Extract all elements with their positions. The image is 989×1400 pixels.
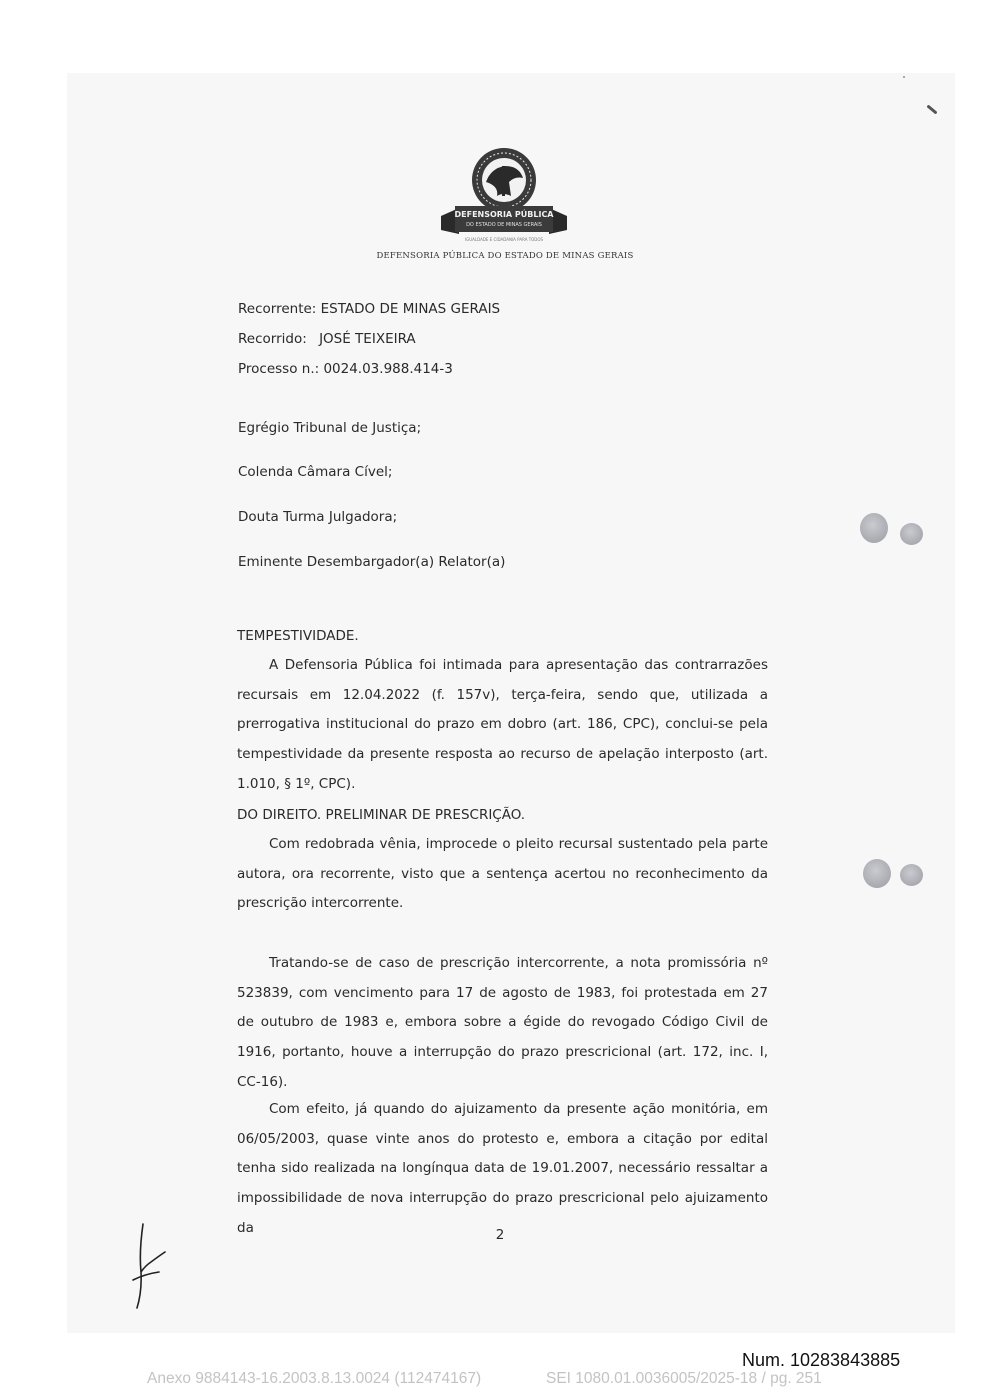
document-number-stamp: Num. 10283843885 (742, 1350, 901, 1370)
salutation-turma: Douta Turma Julgadora; (238, 509, 398, 525)
punch-hole (863, 859, 891, 888)
defensoria-logo-icon (439, 146, 569, 246)
paragraph-tempestividade: A Defensoria Pública foi intimada para apresentação das contrarrazões recursais em 12.04.2022 (f. 157v), terça-feira, sendo que, utilizada a prerrogativa institucional do prazo em dobro (art. 186, CPC), conclui-se pela tempestividade da presente resposta ao recurso de apelação interposto (art. 1.010, § 1º, CPC). (237, 657, 768, 792)
recorrido-line (238, 330, 416, 348)
salutation-camara: Colenda Câmara Cível; (238, 464, 393, 480)
punch-hole (900, 864, 923, 886)
recorrido-value: JOSÉ TEIXEIRA (319, 331, 416, 347)
logo-banner-text: DEFENSORIA PÚBLICA (454, 210, 554, 219)
salutation-tribunal: Egrégio Tribunal de Justiça; (238, 420, 422, 436)
recorrente-line: Recorrente: ESTADO DE MINAS GERAIS (238, 301, 501, 317)
paragraph-ajuizamento: Com efeito, já quando do ajuizamento da presente ação monitória, em 06/05/2003, quase vinte anos do protesto e, embora a citação por edital tenha sido realizada na longínqua data de 19.01.2007, necessário ressaltar a impossibilidade de nova interrupção do prazo prescricional pelo ajuizamento da (237, 1101, 768, 1236)
signature-icon (115, 1222, 175, 1312)
scan-speck (903, 76, 905, 78)
punch-hole (860, 513, 888, 543)
heading-tempestividade: TEMPESTIVIDADE. (237, 628, 359, 644)
page-number: 2 (495, 1227, 505, 1243)
footer-annex: Anexo 9884143-16.2003.8.13.0024 (112474167) (147, 1370, 482, 1387)
processo-line: Processo n.: 0024.03.988.414-3 (238, 361, 453, 377)
logo-motto: IGUALDADE E CIDADANIA PARA TODOS (464, 237, 544, 242)
salutation-relator: Eminente Desembargador(a) Relator(a) (238, 554, 506, 570)
organization-name: DEFENSORIA PÚBLICA DO ESTADO DE MINAS GERAIS (376, 251, 634, 261)
punch-hole (900, 523, 923, 545)
heading-direito: DO DIREITO. PRELIMINAR DE PRESCRIÇÃO. (237, 807, 526, 823)
recorrido-label: Recorrido: (238, 331, 307, 347)
paragraph-direito: Com redobrada vênia, improcede o pleito recursal sustentado pela parte autora, ora recorrente, visto que a sentença acertou no reconhecimento da prescrição intercorrente. (237, 836, 768, 912)
paragraph-prescricao: Tratando-se de caso de prescrição intercorrente, a nota promissória nº 523839, com vencimento para 17 de agosto de 1983, foi protestada em 27 de outubro de 1983 e, embora sobre a égide do revogado Código Civil de 1916, portanto, houve a interrupção do prazo prescricional (art. 172, inc. I, CC-16). (237, 955, 768, 1090)
footer-sei: SEI 1080.01.0036005/2025-18 / pg. 251 (546, 1370, 822, 1387)
logo-banner-subtext: DO ESTADO DE MINAS GERAIS (466, 222, 542, 228)
